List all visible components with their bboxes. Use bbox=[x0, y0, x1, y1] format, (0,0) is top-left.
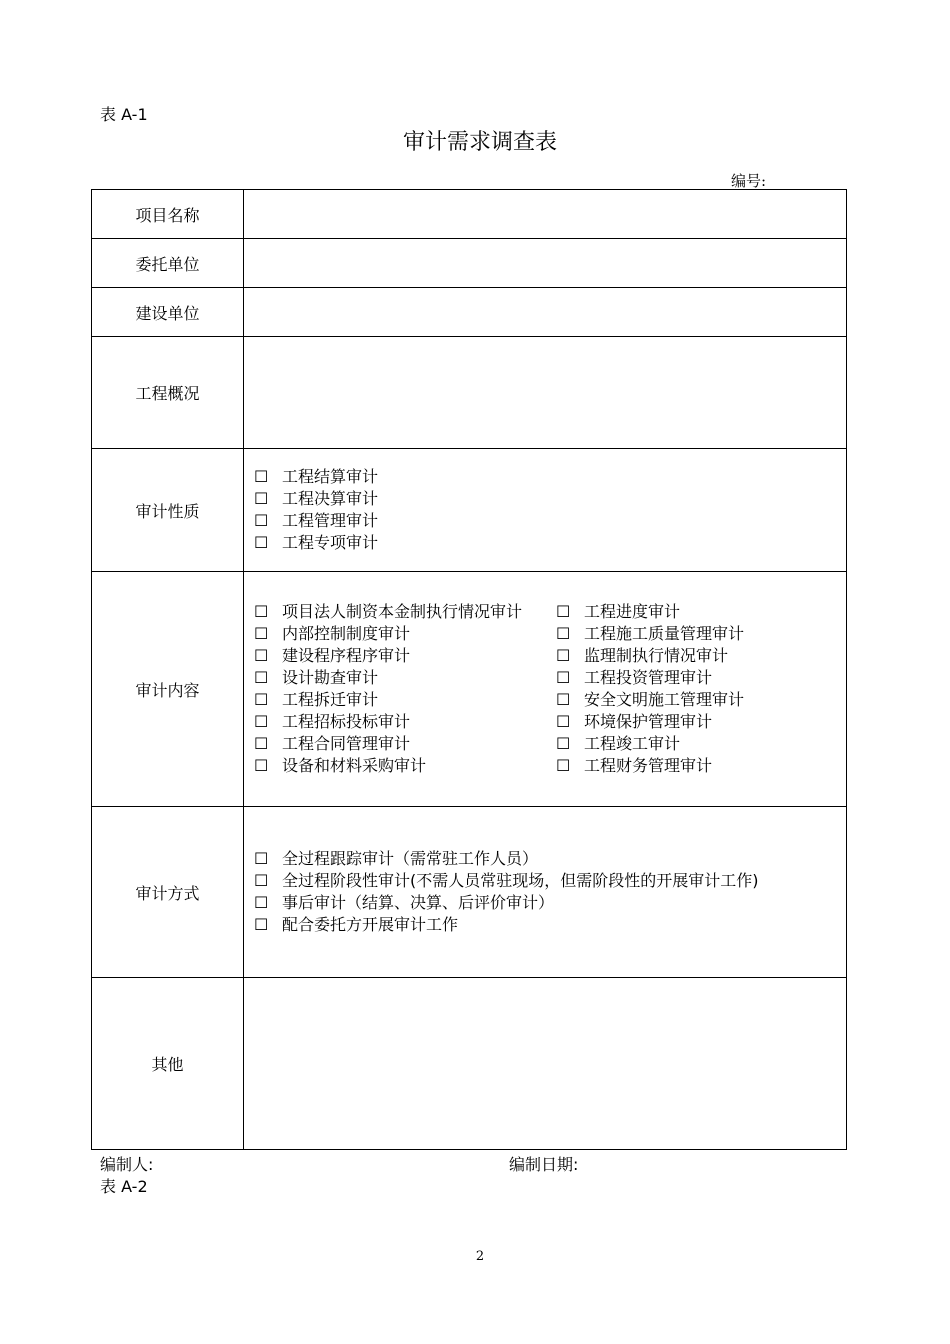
row-project-overview bbox=[92, 337, 847, 449]
serial-number-label: 编号: bbox=[731, 172, 767, 190]
audit-content-option[interactable]: ☐ 内部控制制度审计 bbox=[254, 624, 411, 643]
audit-survey-form bbox=[91, 189, 847, 1150]
checkbox-icon[interactable]: ☐ bbox=[556, 734, 571, 753]
audit-content-label: 审计内容 bbox=[92, 572, 244, 807]
audit-method-option[interactable]: ☐ 配合委托方开展审计工作 bbox=[254, 915, 459, 934]
audit-method-option[interactable]: ☐ 全过程阶段性审计(不需人员常驻现场，但需阶段性的开展审计工作) bbox=[254, 871, 759, 890]
audit-content-option[interactable]: ☐ 项目法人制资本金制执行情况审计 bbox=[254, 602, 523, 621]
checkbox-icon[interactable]: ☐ bbox=[254, 511, 269, 530]
row-other bbox=[92, 978, 847, 1150]
checkbox-icon[interactable]: ☐ bbox=[254, 893, 269, 912]
audit-content-option[interactable]: ☐ 工程招标投标审计 bbox=[254, 712, 411, 731]
row-audit-nature bbox=[92, 449, 847, 572]
audit-content-option[interactable]: ☐ 安全文明施工管理审计 bbox=[556, 690, 745, 709]
client-unit-label: 委托单位 bbox=[92, 239, 244, 288]
audit-nature-option[interactable]: ☐ 工程管理审计 bbox=[254, 511, 379, 530]
checkbox-icon[interactable]: ☐ bbox=[254, 602, 269, 621]
audit-content-options bbox=[244, 572, 847, 807]
audit-nature-option[interactable]: ☐ 工程专项审计 bbox=[254, 533, 379, 552]
audit-content-option[interactable]: ☐ 环境保护管理审计 bbox=[556, 712, 713, 731]
row-client-unit bbox=[92, 239, 847, 288]
other-label: 其他 bbox=[92, 978, 244, 1150]
audit-nature-options bbox=[244, 449, 847, 572]
audit-content-option[interactable]: ☐ 工程进度审计 bbox=[556, 602, 681, 621]
checkbox-icon[interactable]: ☐ bbox=[556, 756, 571, 775]
audit-content-option[interactable]: ☐ 监理制执行情况审计 bbox=[556, 646, 729, 665]
audit-content-option[interactable]: ☐ 工程合同管理审计 bbox=[254, 734, 411, 753]
audit-content-option[interactable]: ☐ 设备和材料采购审计 bbox=[254, 756, 427, 775]
next-table-label: 表 A-2 bbox=[100, 1177, 148, 1196]
checkbox-icon[interactable]: ☐ bbox=[254, 756, 269, 775]
checkbox-icon[interactable]: ☐ bbox=[556, 646, 571, 665]
form-title: 审计需求调查表 bbox=[402, 130, 557, 155]
audit-nature-option[interactable]: ☐ 工程结算审计 bbox=[254, 467, 379, 486]
compile-date-label: 编制日期: bbox=[509, 1155, 579, 1174]
checkbox-icon[interactable]: ☐ bbox=[254, 646, 269, 665]
audit-content-option[interactable]: ☐ 建设程序程序审计 bbox=[254, 646, 411, 665]
checkbox-icon[interactable]: ☐ bbox=[254, 871, 269, 890]
audit-content-option[interactable]: ☐ 工程财务管理审计 bbox=[556, 756, 713, 775]
audit-content-option[interactable]: ☐ 工程施工质量管理审计 bbox=[556, 624, 745, 643]
project-overview-label: 工程概况 bbox=[92, 337, 244, 449]
construction-unit-label: 建设单位 bbox=[92, 288, 244, 337]
checkbox-icon[interactable]: ☐ bbox=[254, 734, 269, 753]
audit-method-label: 审计方式 bbox=[92, 807, 244, 978]
row-audit-method bbox=[92, 807, 847, 978]
project-overview-field[interactable] bbox=[244, 337, 847, 449]
project-name-label: 项目名称 bbox=[92, 190, 244, 239]
checkbox-icon[interactable]: ☐ bbox=[556, 668, 571, 687]
checkbox-icon[interactable]: ☐ bbox=[254, 712, 269, 731]
audit-nature-option[interactable]: ☐ 工程决算审计 bbox=[254, 489, 379, 508]
audit-content-option[interactable]: ☐ 工程投资管理审计 bbox=[556, 668, 713, 687]
audit-content-option[interactable]: ☐ 工程竣工审计 bbox=[556, 734, 681, 753]
audit-content-option[interactable]: ☐ 工程拆迁审计 bbox=[254, 690, 379, 709]
checkbox-icon[interactable]: ☐ bbox=[556, 690, 571, 709]
row-audit-content bbox=[92, 572, 847, 807]
other-field[interactable] bbox=[244, 978, 847, 1150]
client-unit-field[interactable] bbox=[244, 239, 847, 288]
audit-nature-label: 审计性质 bbox=[92, 449, 244, 572]
compiler-label: 编制人: bbox=[100, 1155, 154, 1174]
audit-method-options bbox=[244, 807, 847, 978]
audit-method-option[interactable]: ☐ 事后审计（结算、决算、后评价审计） bbox=[254, 893, 555, 912]
project-name-field[interactable] bbox=[244, 190, 847, 239]
page-number: 2 bbox=[475, 1249, 485, 1264]
checkbox-icon[interactable]: ☐ bbox=[254, 690, 269, 709]
table-label: 表 A-1 bbox=[100, 105, 148, 124]
checkbox-icon[interactable]: ☐ bbox=[254, 915, 269, 934]
construction-unit-field[interactable] bbox=[244, 288, 847, 337]
checkbox-icon[interactable]: ☐ bbox=[556, 624, 571, 643]
checkbox-icon[interactable]: ☐ bbox=[254, 467, 269, 486]
checkbox-icon[interactable]: ☐ bbox=[556, 602, 571, 621]
checkbox-icon[interactable]: ☐ bbox=[254, 624, 269, 643]
row-project-name bbox=[92, 190, 847, 239]
checkbox-icon[interactable]: ☐ bbox=[254, 489, 269, 508]
checkbox-icon[interactable]: ☐ bbox=[254, 668, 269, 687]
audit-content-right-column bbox=[556, 601, 744, 777]
checkbox-icon[interactable]: ☐ bbox=[254, 849, 269, 868]
row-construction-unit bbox=[92, 288, 847, 337]
audit-content-option[interactable]: ☐ 设计勘查审计 bbox=[254, 668, 379, 687]
audit-content-left-column bbox=[254, 601, 556, 777]
audit-method-option[interactable]: ☐ 全过程跟踪审计（需常驻工作人员） bbox=[254, 849, 539, 868]
checkbox-icon[interactable]: ☐ bbox=[556, 712, 571, 731]
checkbox-icon[interactable]: ☐ bbox=[254, 533, 269, 552]
